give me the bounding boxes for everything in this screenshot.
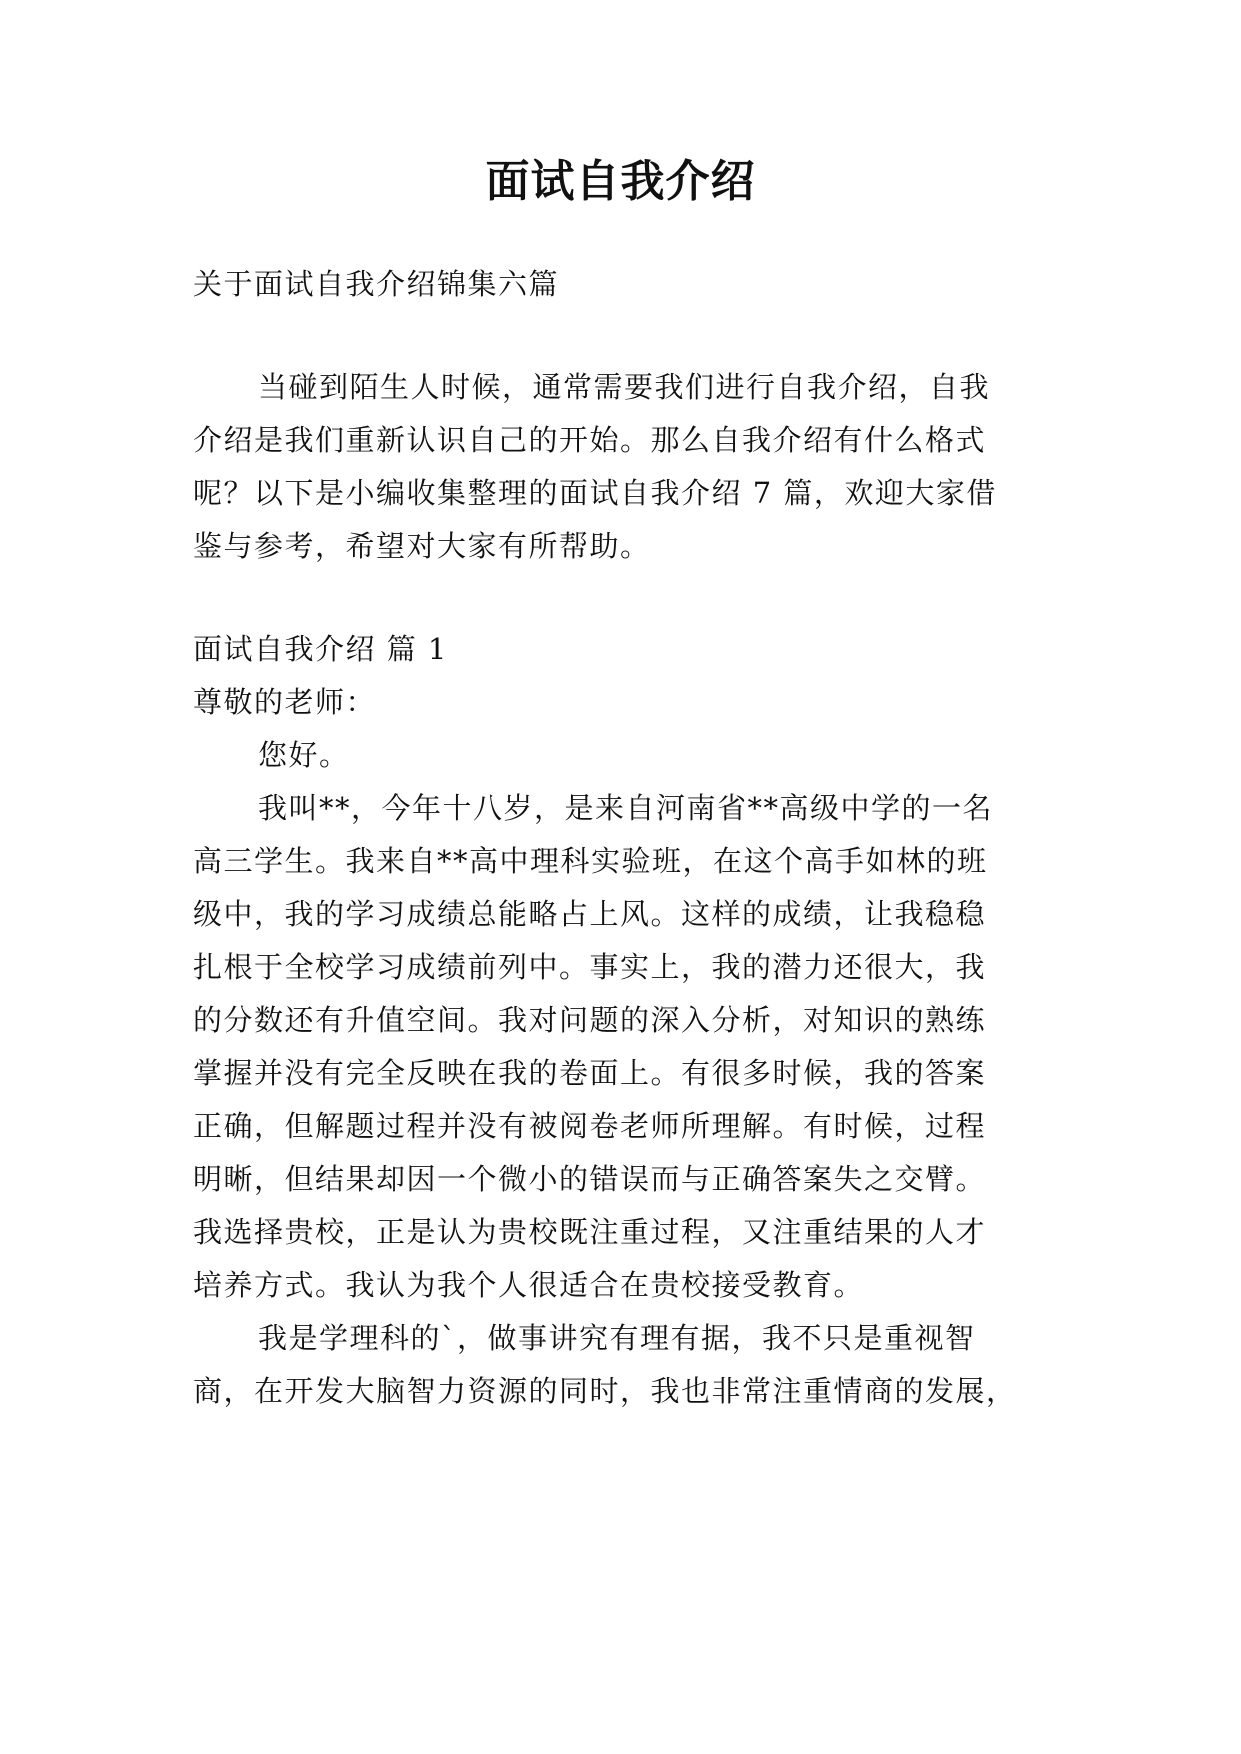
- paragraph-line: 商，在开发大脑智力资源的同时，我也非常注重情商的发展，: [193, 1374, 1017, 1408]
- paragraph-line: 扎根于全校学习成绩前列中。事实上，我的潜力还很大，我: [193, 950, 987, 984]
- paragraph-line: 我是学理科的`，做事讲究有理有据，我不只是重视智: [258, 1321, 976, 1355]
- paragraph-line: 我选择贵校，正是认为贵校既注重过程，又注重结果的人才: [193, 1215, 987, 1249]
- intro-line: 当碰到陌生人时候，通常需要我们进行自我介绍，自我: [258, 370, 991, 404]
- paragraph-line: 级中，我的学习成绩总能略占上风。这样的成绩，让我稳稳: [193, 897, 987, 931]
- intro-line: 鉴与参考，希望对大家有所帮助。: [193, 529, 651, 563]
- section-heading: 面试自我介绍 篇 1: [193, 632, 448, 666]
- paragraph-line: 的分数还有升值空间。我对问题的深入分析，对知识的熟练: [193, 1003, 987, 1037]
- intro-line: 介绍是我们重新认识自己的开始。那么自我介绍有什么格式: [193, 423, 987, 457]
- paragraph-line: 正确，但解题过程并没有被阅卷老师所理解。有时候，过程: [193, 1109, 987, 1143]
- paragraph-line: 培养方式。我认为我个人很适合在贵校接受教育。: [193, 1268, 865, 1302]
- paragraph-line: 我叫**，今年十八岁，是来自河南省**高级中学的一名: [258, 791, 994, 825]
- greeting: 您好。: [258, 738, 350, 772]
- document-title: 面试自我介绍: [485, 156, 756, 207]
- document-subtitle: 关于面试自我介绍锦集六篇: [193, 267, 560, 301]
- paragraph-line: 高三学生。我来自**高中理科实验班，在这个高手如林的班: [193, 844, 988, 878]
- salutation: 尊敬的老师：: [193, 685, 377, 719]
- intro-line: 呢？以下是小编收集整理的面试自我介绍 7 篇，欢迎大家借: [193, 476, 997, 510]
- paragraph-line: 掌握并没有完全反映在我的卷面上。有很多时候，我的答案: [193, 1056, 987, 1090]
- paragraph-line: 明晰，但结果却因一个微小的错误而与正确答案失之交臂。: [193, 1162, 987, 1196]
